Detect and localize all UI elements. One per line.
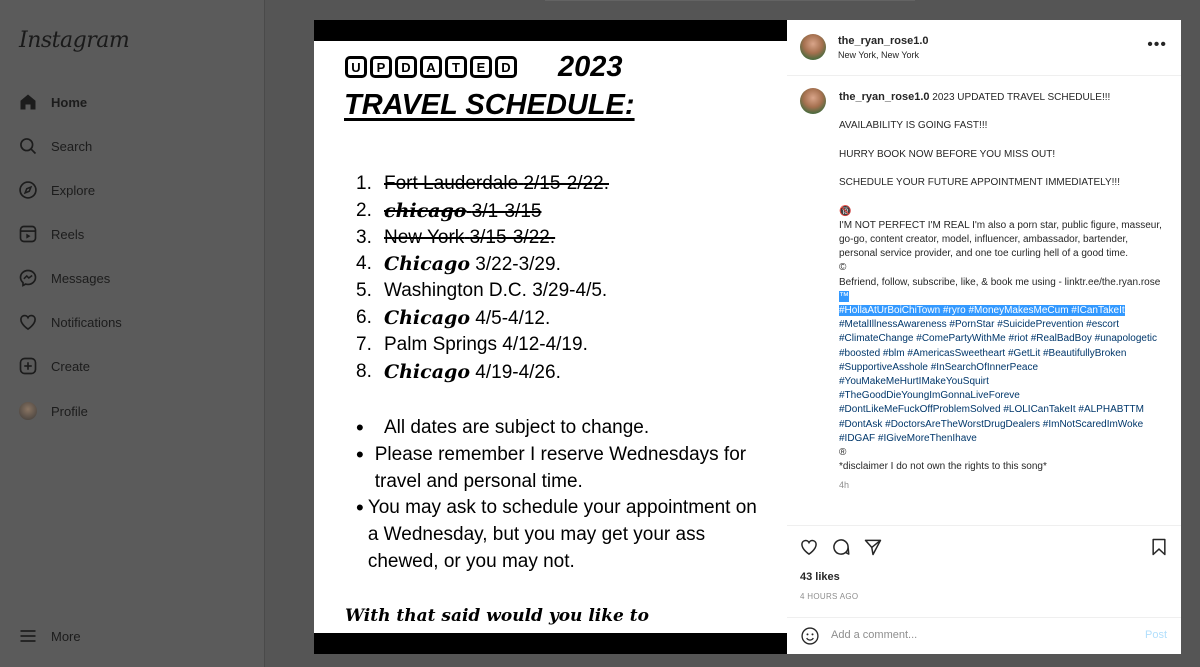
sidebar-item-search[interactable] <box>18 133 92 159</box>
instagram-logo[interactable]: Instagram <box>19 28 130 53</box>
caption-hashtags[interactable]: #MetalIllnessAwareness #PornStar #SuicidePrevention #escort #ClimateChange #ComePartyWithMe #riot #RealBadBoy #unapologetic #boosted #blm #AmericasSweetheart #GetLit #BeautifullyBroken #SupportiveAsshole #InSearchOfInnerPeace #YouMakeMeHurtIMakeYouSquirt #TheGoodDieYoungImGonnaLiveForeve #DontLikeMeFuckOffProblemSolved #LOLICanTakeIt #ALPHABTTM #DontAsk #DoctorsAreTheWorstDrugDealers #ImNotScaredImWoke #IDGAF #IGiveMoreThenIhave <box>839 319 1157 444</box>
schedule-item: 3. New York 3/15-3/22. <box>356 226 556 248</box>
caption-hashtags-selected[interactable]: #HollaAtUrBoiChiTown #ryro #MoneyMakesMeCum #ICanTakeIt <box>839 304 1125 316</box>
post-timestamp: 4 HOURS AGO <box>800 592 859 601</box>
caption-text: HURRY BOOK NOW BEFORE YOU MISS OUT! <box>839 148 1056 160</box>
compass-icon <box>18 180 38 200</box>
cta-line: schedule an appointment? <box>345 633 597 653</box>
caption-username[interactable]: the_ryan_rose1.0 <box>839 91 930 103</box>
caption-symbol: 🔞 <box>839 205 852 217</box>
schedule-item: 2. chicago 3/1-3/15 <box>356 199 542 222</box>
share-icon[interactable] <box>863 537 883 562</box>
caption-text: AVAILABILITY IS GOING FAST!!! <box>839 120 988 132</box>
post-actions <box>787 525 1181 625</box>
caption-symbol: ® <box>839 447 847 459</box>
schedule-item: 5. Washington D.C. 3/29-4/5. <box>356 280 608 302</box>
sidebar-item-more[interactable] <box>18 623 81 649</box>
like-heart-icon[interactable] <box>799 537 819 562</box>
post-location[interactable]: New York, New York <box>838 50 920 60</box>
avatar <box>18 401 38 421</box>
caption-symbol: ™ <box>839 290 849 302</box>
schedule-list <box>356 173 609 387</box>
search-icon <box>18 136 38 156</box>
bookmark-icon[interactable] <box>1149 537 1169 562</box>
schedule-item: 8. Chicago 4/19-4/26. <box>356 360 561 383</box>
comment-bar <box>787 617 1181 654</box>
more-options-icon[interactable]: ••• <box>1147 36 1167 53</box>
sidebar-item-reels[interactable] <box>18 221 84 247</box>
post-media <box>314 20 787 654</box>
cta-line: With that said would you like to <box>345 606 649 626</box>
caption-text: Befriend, follow, subscribe, like, & book me using - linktr.ee/the.ryan.rose <box>839 276 1161 288</box>
schedule-item: 7. Palm Springs 4/12-4/19. <box>356 333 588 355</box>
caption-text: *disclaimer I do not own the rights to this song* <box>839 461 1047 473</box>
box-letter: D <box>395 56 417 78</box>
sidebar-item-label: Reels <box>51 226 85 242</box>
box-letter: D <box>495 56 517 78</box>
note-item: • Please remember I reserve Wednesdays for travel and personal time. <box>356 441 747 492</box>
post-comment-button[interactable]: Post <box>1144 629 1167 641</box>
note-item: • You may ask to schedule your appointment on a Wednesday, but you may get your ass chewed, or you may not. <box>356 495 757 572</box>
caption-symbol: © <box>839 262 847 274</box>
sidebar-item-explore[interactable] <box>18 177 95 203</box>
poster-year: 2023 <box>558 51 623 83</box>
messenger-icon <box>18 268 38 288</box>
note-item: • All dates are subject to change. <box>356 415 650 440</box>
sidebar-item-home[interactable] <box>18 89 87 115</box>
sidebar-item-label: Create <box>51 358 91 374</box>
emoji-icon[interactable] <box>800 626 820 651</box>
post-header <box>787 20 1181 76</box>
comment-input[interactable] <box>831 629 1121 641</box>
avatar[interactable] <box>800 34 826 60</box>
sidebar-item-label: Notifications <box>51 314 122 330</box>
post-panel <box>787 20 1181 654</box>
sidebar-item-label: Profile <box>51 403 88 419</box>
box-letter: U <box>345 56 367 78</box>
sidebar-item-messages[interactable] <box>18 265 110 291</box>
sidebar-item-profile[interactable] <box>18 398 88 424</box>
caption-text: SCHEDULE YOUR FUTURE APPOINTMENT IMMEDIATELY!!! <box>839 177 1120 189</box>
comment-icon[interactable] <box>831 537 851 562</box>
updated-box-letters <box>345 56 517 78</box>
sidebar-item-label: Home <box>51 94 88 110</box>
caption-timestamp: 4h <box>839 480 850 491</box>
sidebar-item-label: Search <box>51 138 93 154</box>
schedule-notes <box>356 415 766 576</box>
reels-icon <box>18 224 38 244</box>
likes-count[interactable]: 43 likes <box>800 571 840 583</box>
schedule-item: 4. Chicago 3/22-3/29. <box>356 253 561 276</box>
schedule-item: 1. Fort Lauderdale 2/15-2/22. <box>356 173 610 194</box>
sidebar-item-label: Explore <box>51 182 96 198</box>
caption-text: 2023 UPDATED TRAVEL SCHEDULE!!! <box>932 92 1111 103</box>
caption-text: I'M NOT PERFECT I'M REAL I'm also a porn star, public figure, masseur, go-go, content creator, model, influencer, ambassador, bartender, personal service provider, and one toe curling hell of a good time. <box>839 219 1162 260</box>
box-letter: A <box>420 56 442 78</box>
plus-square-icon <box>18 356 38 376</box>
box-letter: E <box>470 56 492 78</box>
box-letter: T <box>445 56 467 78</box>
post-username[interactable]: the_ryan_rose1.0 <box>838 35 929 47</box>
schedule-poster-image <box>314 41 787 653</box>
sidebar-item-create[interactable] <box>18 353 90 379</box>
sidebar-item-notifications[interactable] <box>18 309 122 335</box>
hamburger-menu-icon <box>18 626 38 646</box>
home-icon <box>18 92 38 112</box>
poster-title: TRAVEL SCHEDULE: <box>344 89 635 121</box>
schedule-item: 6. Chicago 4/5-4/12. <box>356 306 551 329</box>
sidebar-item-label: More <box>51 628 81 644</box>
box-letter: P <box>370 56 392 78</box>
sidebar-item-label: Messages <box>51 270 111 286</box>
post-caption <box>839 90 1169 493</box>
avatar[interactable] <box>800 88 826 114</box>
feed-divider <box>545 0 915 6</box>
sidebar <box>0 0 265 667</box>
heart-icon <box>18 312 38 332</box>
poster-cta <box>345 603 649 657</box>
